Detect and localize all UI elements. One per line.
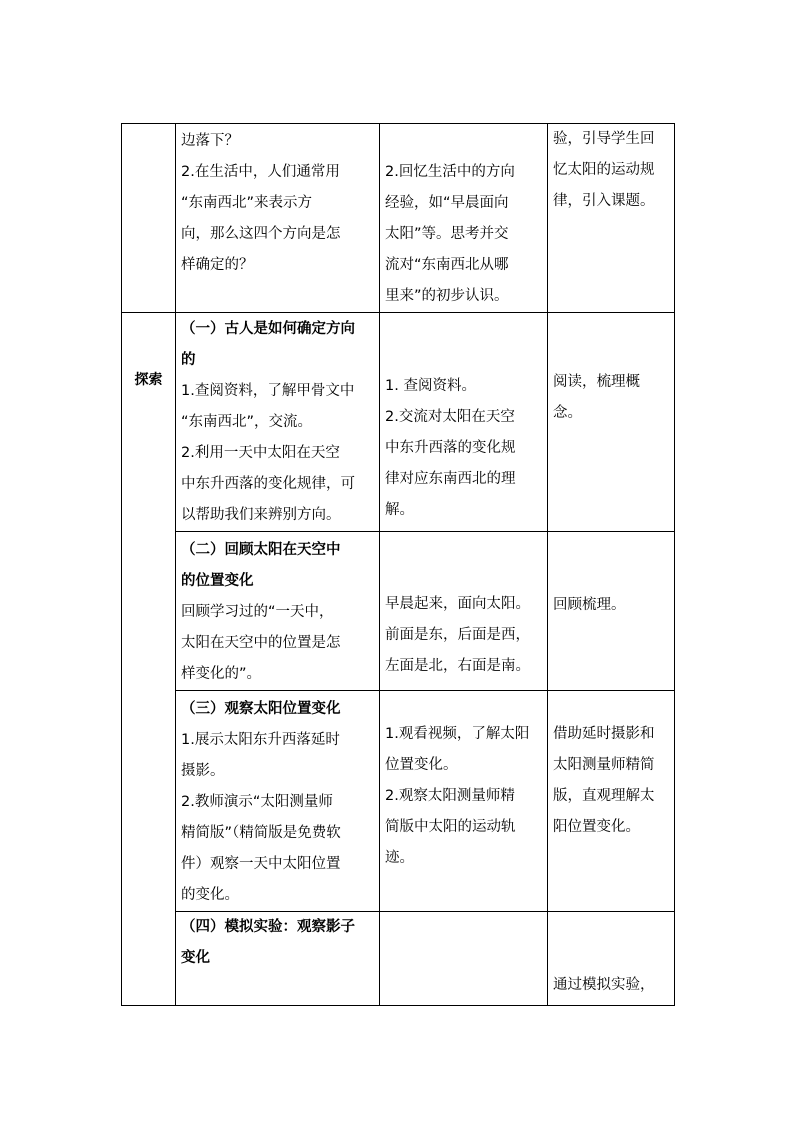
teacher-text-line: 2.利用一天中太阳在天空 bbox=[181, 445, 340, 461]
teacher-activity-cell bbox=[176, 313, 380, 532]
student-text-line: 中东升西落的变化规 bbox=[385, 440, 516, 456]
teacher-text-line: 以帮助我们来辨别方向。 bbox=[181, 507, 341, 523]
table-row bbox=[122, 532, 675, 691]
teacher-text-line: 中东升西落的变化规律，可 bbox=[181, 476, 355, 492]
design-intent-cell bbox=[548, 691, 675, 912]
teacher-text-line: 回顾学习过的“一天中， bbox=[181, 604, 334, 620]
section-title: 的 bbox=[181, 352, 196, 368]
stage-cell bbox=[122, 313, 176, 1006]
student-text-line: 经验，如“早晨面向 bbox=[385, 195, 509, 211]
student-text-line: 1. 查阅资料。 bbox=[385, 378, 476, 394]
stage-cell bbox=[122, 124, 176, 313]
teacher-text-line: 的变化。 bbox=[181, 887, 239, 903]
teacher-text-line: 样变化的”。 bbox=[181, 666, 262, 682]
stage-label: 探索 bbox=[134, 372, 163, 388]
student-text-line: 简版中太阳的运动轨 bbox=[385, 819, 516, 835]
table-row bbox=[122, 912, 675, 1006]
section-title: （四）模拟实验：观察影子 bbox=[181, 919, 355, 935]
student-text-line: 2.回忆生活中的方向 bbox=[385, 164, 515, 180]
section-title: 变化 bbox=[181, 950, 210, 966]
design-intent-cell bbox=[548, 124, 675, 313]
intent-text-line: 回顾梳理。 bbox=[553, 597, 626, 613]
teacher-text-line: 1.查阅资料，了解甲骨文中 bbox=[181, 383, 355, 399]
teacher-text-line: 边落下？ bbox=[181, 133, 239, 149]
intent-text-line: 律，引入课题。 bbox=[553, 193, 655, 209]
teacher-text-line: 向，那么这四个方向是怎 bbox=[181, 226, 341, 242]
teacher-text-line: “东南西北”，交流。 bbox=[181, 414, 313, 430]
design-intent-cell bbox=[548, 912, 675, 1006]
intent-text-line: 验，引导学生回 bbox=[553, 131, 655, 147]
section-title: （三）观察太阳位置变化 bbox=[181, 701, 341, 717]
section-title: （一）古人是如何确定方向 bbox=[181, 321, 355, 337]
student-activity-cell bbox=[380, 532, 548, 691]
student-text-line: 2.交流对太阳在天空 bbox=[385, 409, 515, 425]
teacher-text-line: 1.展示太阳东升西落延时 bbox=[181, 732, 340, 748]
teacher-text-line: 2.教师演示“太阳测量师 bbox=[181, 794, 333, 810]
student-activity-cell bbox=[380, 691, 548, 912]
table-row bbox=[122, 313, 675, 532]
teacher-text-line: 摄影。 bbox=[181, 763, 225, 779]
intent-text-line: 借助延时摄影和 bbox=[553, 726, 655, 742]
teacher-text-line: 件）观察一天中太阳位置 bbox=[181, 856, 341, 872]
intent-text-line: 阳位置变化。 bbox=[553, 819, 640, 835]
intent-text-line: 阅读，梳理概 bbox=[553, 374, 640, 390]
teacher-activity-cell bbox=[176, 691, 380, 912]
lesson-plan-table bbox=[121, 123, 675, 1006]
intent-text-line: 通过模拟实验， bbox=[553, 977, 655, 993]
table-row bbox=[122, 124, 675, 313]
teacher-text-line: 2.在生活中，人们通常用 bbox=[181, 164, 340, 180]
student-text-line: 流对“东南西北从哪 bbox=[385, 257, 509, 273]
section-title: 的位置变化 bbox=[181, 573, 254, 589]
design-intent-cell bbox=[548, 532, 675, 691]
student-text-line: 太阳”等。思考并交 bbox=[385, 226, 509, 242]
student-activity-cell bbox=[380, 124, 548, 313]
section-title: （二）回顾太阳在天空中 bbox=[181, 542, 341, 558]
student-text-line: 律对应东南西北的理 bbox=[385, 471, 516, 487]
student-text-line: 解。 bbox=[385, 502, 414, 518]
student-activity-cell bbox=[380, 912, 548, 1006]
student-text-line: 里来”的初步认识。 bbox=[385, 288, 509, 304]
teacher-text-line: 精简版”（精简版是免费软 bbox=[181, 825, 341, 841]
teacher-text-line: 太阳在天空中的位置是怎 bbox=[181, 635, 341, 651]
student-text-line: 1.观看视频，了解太阳 bbox=[385, 726, 530, 742]
teacher-text-line: “东南西北”来表示方 bbox=[181, 195, 313, 211]
teacher-activity-cell bbox=[176, 912, 380, 1006]
student-text-line: 前面是东，后面是西， bbox=[385, 627, 530, 643]
student-text-line: 左面是北，右面是南。 bbox=[385, 658, 530, 674]
intent-text-line: 版，直观理解太 bbox=[553, 788, 655, 804]
student-text-line: 早晨起来，面向太阳。 bbox=[385, 596, 530, 612]
intent-text-line: 太阳测量师精简 bbox=[553, 757, 655, 773]
student-text-line: 位置变化。 bbox=[385, 757, 458, 773]
teacher-text-line: 样确定的？ bbox=[181, 257, 254, 273]
student-activity-cell bbox=[380, 313, 548, 532]
table-row bbox=[122, 691, 675, 912]
teacher-activity-cell bbox=[176, 124, 380, 313]
student-text-line: 迹。 bbox=[385, 850, 414, 866]
student-text-line: 2.观察太阳测量师精 bbox=[385, 788, 515, 804]
design-intent-cell bbox=[548, 313, 675, 532]
intent-text-line: 忆太阳的运动规 bbox=[553, 162, 655, 178]
intent-text-line: 念。 bbox=[553, 405, 582, 421]
teacher-activity-cell bbox=[176, 532, 380, 691]
